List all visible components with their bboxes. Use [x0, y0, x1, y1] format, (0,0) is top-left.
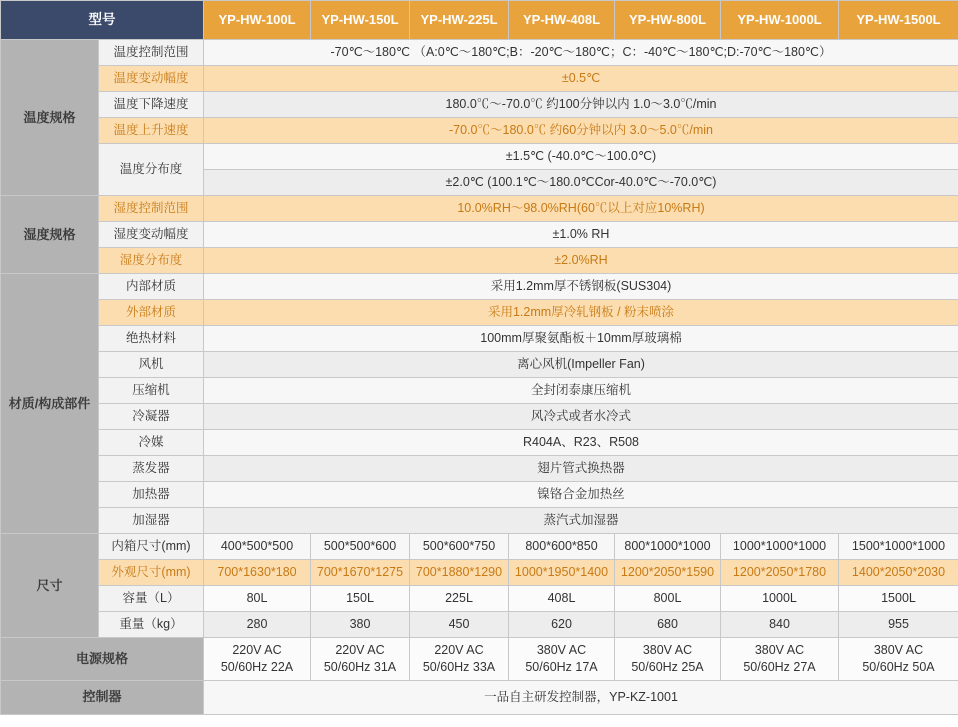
row-value-evaporator: 翅片管式换热器 — [204, 456, 958, 482]
table-row — [1, 118, 958, 144]
cell-inner-size-1: 400*500*500 — [204, 534, 311, 560]
cell-outer-size-7: 1400*2050*2030 — [839, 560, 958, 586]
table-row — [1, 222, 958, 248]
row-label-compressor: 压缩机 — [99, 378, 204, 404]
power-voltage-2: 220V AC — [335, 643, 385, 657]
power-voltage-3: 220V AC — [434, 643, 484, 657]
row-value-temp-fluctuation: ±0.5℃ — [204, 66, 958, 92]
row-label-weight: 重量（kg） — [99, 612, 204, 638]
row-label-temp-fluctuation: 温度变动幅度 — [99, 66, 204, 92]
cell-capacity-1: 80L — [204, 586, 311, 612]
cell-outer-size-6: 1200*2050*1780 — [721, 560, 839, 586]
power-voltage-5: 380V AC — [642, 643, 693, 657]
power-voltage-6: 380V AC — [754, 643, 805, 657]
row-label-controller: 控制器 — [1, 680, 204, 714]
header-model-1: YP-HW-100L — [204, 1, 311, 40]
cell-outer-size-1: 700*1630*180 — [204, 560, 311, 586]
cell-weight-2: 380 — [311, 612, 410, 638]
table-row — [1, 560, 958, 586]
table-row — [1, 482, 958, 508]
row-label-outer-material: 外部材质 — [99, 300, 204, 326]
row-label-capacity: 容量（L） — [99, 586, 204, 612]
table-row — [1, 680, 958, 714]
cell-power-7 — [839, 638, 958, 681]
cell-weight-6: 840 — [721, 612, 839, 638]
row-value-temp-heating-rate: -70.0℃～180.0℃ 约60分钟以内 3.0～5.0℃/min — [204, 118, 958, 144]
row-value-compressor: 全封闭泰康压缩机 — [204, 378, 958, 404]
table-row — [1, 378, 958, 404]
table-row — [1, 274, 958, 300]
row-label-refrigerant: 冷媒 — [99, 430, 204, 456]
cell-power-4 — [509, 638, 615, 681]
table-row — [1, 430, 958, 456]
cell-weight-1: 280 — [204, 612, 311, 638]
row-value-inner-material: 采用1.2mm厚不锈钢板(SUS304) — [204, 274, 958, 300]
row-label-insulation: 绝热材料 — [99, 326, 204, 352]
power-current-2: 50/60Hz 31A — [323, 659, 397, 674]
cell-weight-7: 955 — [839, 612, 958, 638]
row-label-condenser: 冷凝器 — [99, 404, 204, 430]
cell-weight-4: 620 — [509, 612, 615, 638]
power-current-5: 50/60Hz 25A — [631, 659, 704, 674]
table-row — [1, 534, 958, 560]
power-current-7: 50/60Hz 50A — [862, 659, 935, 674]
cell-outer-size-3: 700*1880*1290 — [410, 560, 509, 586]
cell-capacity-4: 408L — [509, 586, 615, 612]
row-value-heater: 镍铬合金加热丝 — [204, 482, 958, 508]
row-value-temp-distribution-2: ±2.0℃ (100.1℃～180.0℃Cor-40.0℃～-70.0℃) — [204, 170, 958, 196]
power-current-4: 50/60Hz 17A — [525, 659, 598, 674]
cell-outer-size-4: 1000*1950*1400 — [509, 560, 615, 586]
table-row — [1, 508, 958, 534]
table-row — [1, 92, 958, 118]
row-label-temp-distribution: 温度分布度 — [99, 144, 204, 196]
table-row — [1, 196, 958, 222]
cell-power-3 — [410, 638, 509, 681]
row-label-heater: 加热器 — [99, 482, 204, 508]
cell-outer-size-5: 1200*2050*1590 — [615, 560, 721, 586]
table-row — [1, 248, 958, 274]
group-temperature: 温度规格 — [1, 40, 99, 196]
row-value-condenser: 风冷式或者水冷式 — [204, 404, 958, 430]
row-value-refrigerant: R404A、R23、R508 — [204, 430, 958, 456]
header-model-7: YP-HW-1500L — [839, 1, 958, 40]
table-row — [1, 456, 958, 482]
row-value-humidity-distribution: ±2.0%RH — [204, 248, 958, 274]
power-voltage-4: 380V AC — [536, 643, 587, 657]
row-value-outer-material: 采用1.2mm厚冷轧钢板 / 粉末喷涂 — [204, 300, 958, 326]
cell-inner-size-3: 500*600*750 — [410, 534, 509, 560]
row-label-evaporator: 蒸发器 — [99, 456, 204, 482]
row-value-humidity-fluctuation: ±1.0% RH — [204, 222, 958, 248]
table-header-row — [1, 1, 958, 40]
table-row — [1, 586, 958, 612]
cell-weight-3: 450 — [410, 612, 509, 638]
row-label-temp-heating-rate: 温度上升速度 — [99, 118, 204, 144]
row-label-power: 电源规格 — [1, 638, 204, 681]
cell-inner-size-2: 500*500*600 — [311, 534, 410, 560]
row-value-humidity-range: 10.0%RH～98.0%RH(60℃以上对应10%RH) — [204, 196, 958, 222]
row-label-humidity-distribution: 湿度分布度 — [99, 248, 204, 274]
cell-capacity-2: 150L — [311, 586, 410, 612]
group-humidity: 湿度规格 — [1, 196, 99, 274]
header-model-6: YP-HW-1000L — [721, 1, 839, 40]
table-row — [1, 638, 958, 681]
row-value-insulation: 100mm厚聚氨酯板＋10mm厚玻璃棉 — [204, 326, 958, 352]
row-value-humidifier: 蒸汽式加湿器 — [204, 508, 958, 534]
group-dimension: 尺寸 — [1, 534, 99, 638]
cell-weight-5: 680 — [615, 612, 721, 638]
cell-capacity-5: 800L — [615, 586, 721, 612]
group-material: 材质/构成部件 — [1, 274, 99, 534]
row-label-humidifier: 加湿器 — [99, 508, 204, 534]
row-label-humidity-fluctuation: 湿度变动幅度 — [99, 222, 204, 248]
table-row — [1, 326, 958, 352]
cell-capacity-6: 1000L — [721, 586, 839, 612]
cell-inner-size-5: 800*1000*1000 — [615, 534, 721, 560]
row-label-temp-cooling-rate: 温度下降速度 — [99, 92, 204, 118]
header-model-5: YP-HW-800L — [615, 1, 721, 40]
table-row — [1, 352, 958, 378]
row-label-outer-size: 外观尺寸(mm) — [99, 560, 204, 586]
power-voltage-1: 220V AC — [232, 643, 282, 657]
row-value-temp-cooling-rate: 180.0℃～-70.0℃ 约100分钟以内 1.0～3.0℃/min — [204, 92, 958, 118]
table-row — [1, 144, 958, 170]
row-label-humidity-range: 湿度控制范围 — [99, 196, 204, 222]
table-row — [1, 612, 958, 638]
row-label-inner-material: 内部材质 — [99, 274, 204, 300]
row-label-inner-size: 内箱尺寸(mm) — [99, 534, 204, 560]
cell-power-6 — [721, 638, 839, 681]
table-row — [1, 40, 958, 66]
cell-outer-size-2: 700*1670*1275 — [311, 560, 410, 586]
header-model-3: YP-HW-225L — [410, 1, 509, 40]
header-model-4: YP-HW-408L — [509, 1, 615, 40]
table-row — [1, 404, 958, 430]
row-label-fan: 风机 — [99, 352, 204, 378]
cell-capacity-7: 1500L — [839, 586, 958, 612]
row-label-temp-range: 温度控制范围 — [99, 40, 204, 66]
table-row — [1, 300, 958, 326]
cell-capacity-3: 225L — [410, 586, 509, 612]
row-value-temp-range: -70℃～180℃ （A:0℃～180℃;B：-20℃～180℃；C：-40℃～180℃;D:-70℃～180℃） — [204, 40, 958, 66]
cell-inner-size-6: 1000*1000*1000 — [721, 534, 839, 560]
table-row — [1, 66, 958, 92]
power-current-3: 50/60Hz 33A — [422, 659, 496, 674]
power-current-1: 50/60Hz 22A — [220, 659, 294, 674]
header-model-2: YP-HW-150L — [311, 1, 410, 40]
cell-inner-size-4: 800*600*850 — [509, 534, 615, 560]
cell-power-2 — [311, 638, 410, 681]
cell-inner-size-7: 1500*1000*1000 — [839, 534, 958, 560]
power-current-6: 50/60Hz 27A — [743, 659, 816, 674]
cell-power-1 — [204, 638, 311, 681]
row-value-temp-distribution-1: ±1.5℃ (-40.0℃～100.0℃) — [204, 144, 958, 170]
header-model-label: 型号 — [1, 1, 204, 40]
row-value-fan: 离心风机(Impeller Fan) — [204, 352, 958, 378]
cell-power-5 — [615, 638, 721, 681]
power-voltage-7: 380V AC — [873, 643, 924, 657]
row-value-controller: 一品自主研发控制器，YP-KZ-1001 — [204, 680, 958, 714]
